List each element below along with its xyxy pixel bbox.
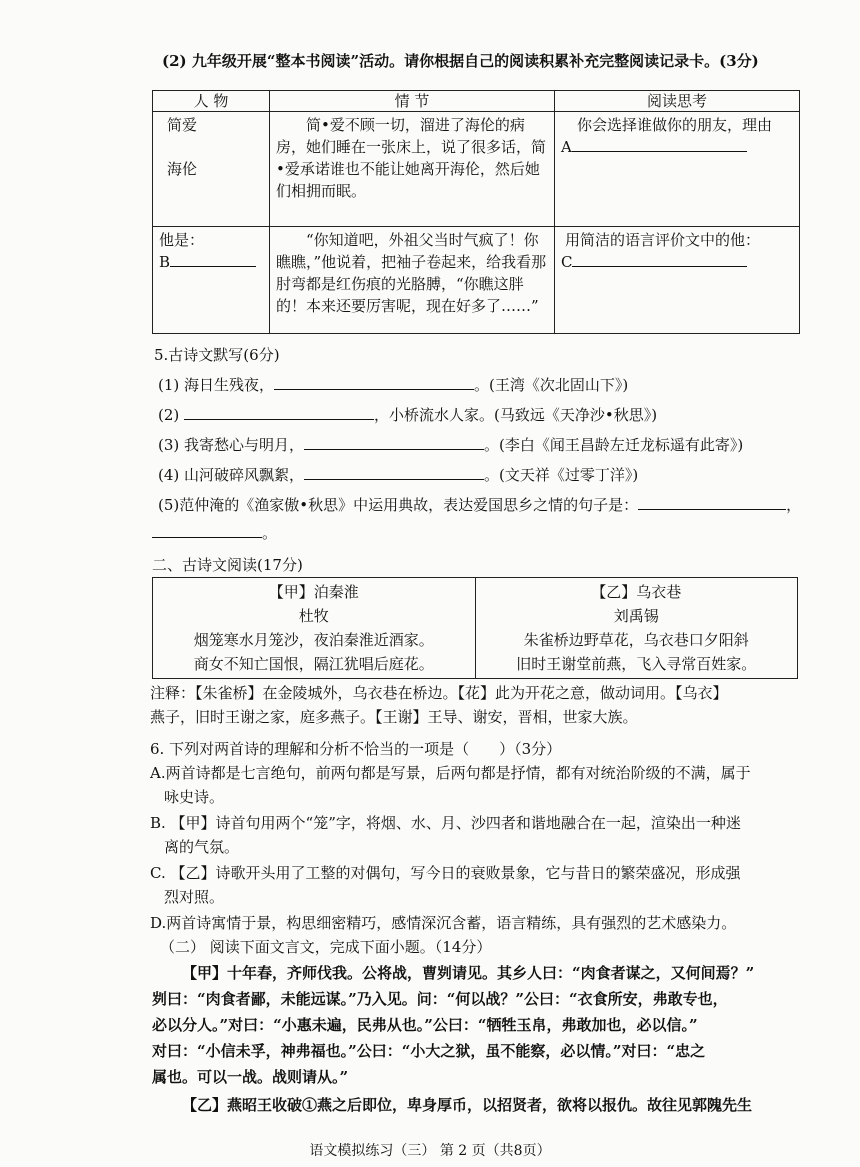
answer-blank-c[interactable] <box>572 252 747 267</box>
classical-text-line-4: 对曰：“小信未孚，神弗福也。”公曰：“小大之狱，虽不能察，必以情。”对曰：“忠之 <box>152 1042 706 1060</box>
think-prompt-1: 你会选择谁做你的朋友，理由 <box>577 116 773 134</box>
poem-b-line-2: 旧时王谢堂前燕，飞入寻常百姓家。 <box>516 655 757 673</box>
option-b-line-2: 离的气氛。 <box>164 838 240 856</box>
table-header-row <box>153 91 800 112</box>
option-b-line-1[interactable]: B. 【甲】诗首句用两个“笼”字，将烟、水、月、沙四者和谐地融合在一起，渲染出一种迷 <box>150 814 741 832</box>
blank-label-b: B <box>159 253 171 271</box>
blank-label-a: A <box>561 138 572 156</box>
q5-l4-prefix: (4) 山河破碎风飘絮， <box>158 466 305 484</box>
poem-a <box>153 578 476 679</box>
poem-b-author: 刘禹锡 <box>613 607 659 625</box>
poem-a-line-2: 商女不知亡国恨，隔江犹唱后庭花。 <box>193 655 434 673</box>
q5-l2-suffix: ，小桥流水人家。(马致远《天净沙•秋思》) <box>374 406 658 424</box>
character-helen: 海伦 <box>167 160 198 178</box>
annotation-line-2: 燕子，旧时王谢之家，庭多燕子。【王谢】王导、谢安，晋相，世家大族。 <box>150 708 638 726</box>
blank-label-c: C <box>561 253 573 271</box>
classical-text-line-6: 【乙】燕昭王收破①燕之后即位，卑身厚币，以招贤者，欲将以报仇。故往见郭隗先生 <box>182 1096 753 1114</box>
answer-blank-b[interactable] <box>170 252 256 267</box>
cell-plot-1: 简•爱不顾一切，溜进了海伦的病房，她们睡在一张床上，说了很多话，简•爱承诺谁也不能让她离开海伦，然后她们相拥而眠。 <box>270 112 555 227</box>
table-row <box>153 227 800 334</box>
question-4-2: (2) 九年级开展“整本书阅读”活动。请你根据自己的阅读积累补充完整阅读记录卡。(3分) <box>162 52 759 70</box>
q5-l3-prefix: (3) 我寄愁心与明月， <box>158 436 305 454</box>
q5-blank-1[interactable] <box>274 375 474 390</box>
q5-blank-2[interactable] <box>184 405 374 420</box>
character-he-label: 他是： <box>159 231 205 249</box>
q5-blank-5b[interactable] <box>152 523 262 538</box>
poem-a-author: 杜牧 <box>298 607 329 625</box>
q5-line-5-cont <box>152 522 277 544</box>
header-thinking: 阅读思考 <box>555 91 800 112</box>
poem-b <box>475 578 798 679</box>
cell-plot-2: “你知道吧，外祖父当时气疯了！你瞧瞧，”他说着，把袖子卷起来，给我看那肘弯都是红伤痕的光胳膊，“你瞧这胖的！本来还要厉害呢，现在好多了……” <box>270 227 555 334</box>
q5-l2-prefix: (2) <box>158 406 180 424</box>
q5-blank-3[interactable] <box>304 435 484 450</box>
poem-a-title: 【甲】泊秦淮 <box>268 583 359 601</box>
q5-line-4 <box>158 464 638 486</box>
q5-l1-prefix: (1) 海日生残夜， <box>158 376 275 394</box>
q5-l5-prefix: (5)范仲淹的《渔家傲•秋思》中运用典故，表达爱国思乡之情的句子是： <box>158 496 639 514</box>
character-jane: 简爱 <box>167 116 198 134</box>
classical-text-line-2: 刿曰：“肉食者鄙，未能远谋。”乃入见。问：“何以战？”公曰：“衣食所安，弗敢专也， <box>152 990 728 1008</box>
subsection-2-title: （二） 阅读下面文言文，完成下面小题。（14分） <box>160 938 492 956</box>
q5-blank-4[interactable] <box>304 465 484 480</box>
reading-record-table <box>152 90 800 334</box>
option-a-line-1[interactable]: A.两首诗都是七言绝句，前两句都是写景，后两句都是抒情，都有对统治阶级的不满，属于 <box>150 764 751 782</box>
q5-line-1 <box>158 374 628 396</box>
page-footer: 语文模拟练习（三） 第 2 页（共8页） <box>309 1143 551 1159</box>
poem-a-line-1: 烟笼寒水月笼沙，夜泊秦淮近酒家。 <box>193 631 434 649</box>
q5-l5-end: 。 <box>262 524 278 542</box>
classical-text-line-1: 【甲】十年春，齐师伐我。公将战，曹刿请见。其乡人曰：“肉食者谋之，又何间焉？” <box>182 964 755 982</box>
q5-line-2 <box>158 404 657 426</box>
poem-b-title: 【乙】乌衣巷 <box>591 583 682 601</box>
q5-line-3 <box>158 434 743 456</box>
cell-characters-2 <box>153 227 270 334</box>
table-row <box>153 578 798 679</box>
q5-l3-suffix: 。(李白《闻王昌龄左迁龙标遥有此寄》) <box>484 436 744 454</box>
table-row <box>153 112 800 227</box>
classical-text-line-3: 必以分人。”对曰：“小惠未遍，民弗从也。”公曰：“牺牲玉帛，弗敢加也，必以信。” <box>152 1016 698 1034</box>
option-d[interactable]: D.两首诗寓情于景，构思细密精巧，感情深沉含蓄，语言精练，具有强烈的艺术感染力。 <box>150 914 737 932</box>
option-c-line-1[interactable]: C. 【乙】诗歌开头用了工整的对偶句，写今日的衰败景象，它与昔日的繁荣盛况，形成强 <box>150 864 741 882</box>
think-prompt-2: 用简洁的语言评价文中的他： <box>565 231 761 249</box>
header-plot: 情 节 <box>270 91 555 112</box>
q5-l1-suffix: 。(王湾《次北固山下》) <box>474 376 629 394</box>
classical-text-line-5: 属也。可以一战。战则请从。” <box>152 1068 349 1086</box>
annotation-line-1: 注释：【朱雀桥】在金陵城外，乌衣巷在桥边。【花】此为开花之意，做动词用。【乌衣】 <box>150 684 728 702</box>
option-c-line-2: 烈对照。 <box>164 888 225 906</box>
q5-line-5 <box>158 494 801 516</box>
poems-table <box>152 577 798 679</box>
cell-characters-1 <box>153 112 270 227</box>
q5-l5-comma: ， <box>786 496 802 514</box>
question-6: 6. 下列对两首诗的理解和分析不恰当的一项是（ ）（3分） <box>150 740 562 758</box>
cell-think-2 <box>555 227 800 334</box>
q5-l4-suffix: 。(文天祥《过零丁洋》) <box>484 466 639 484</box>
header-character: 人 物 <box>153 91 270 112</box>
answer-blank-a[interactable] <box>572 137 747 152</box>
section-2-title: 二、古诗文阅读(17分) <box>152 556 303 574</box>
q5-blank-5a[interactable] <box>638 495 786 510</box>
cell-think-1 <box>555 112 800 227</box>
poem-b-line-1: 朱雀桥边野草花，乌衣巷口夕阳斜 <box>523 631 749 649</box>
option-a-line-2: 咏史诗。 <box>164 788 225 806</box>
question-5-title: 5.古诗文默写(6分) <box>154 346 280 364</box>
